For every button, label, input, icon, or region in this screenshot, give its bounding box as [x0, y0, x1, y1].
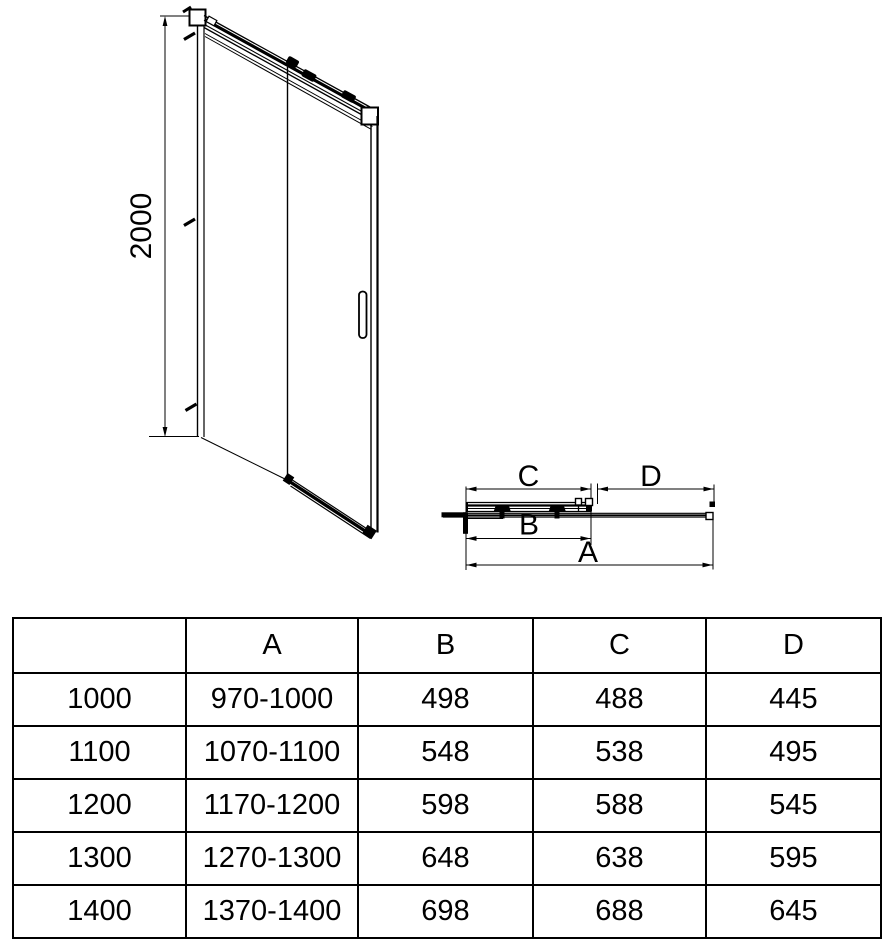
table-row — [13, 673, 881, 726]
cell-d: 445 — [706, 673, 881, 726]
dimension-a-label: A — [577, 536, 599, 569]
header-size — [13, 618, 186, 673]
header-c: C — [533, 618, 706, 673]
dimension-a — [466, 536, 713, 569]
header-a: A — [186, 618, 358, 673]
plan-roller — [549, 505, 567, 513]
cell-d: 545 — [706, 779, 881, 832]
glass-panels — [201, 67, 289, 481]
plan-bracket — [576, 499, 582, 506]
cell-c: 538 — [533, 726, 706, 779]
table-row — [13, 832, 881, 885]
dimension-c — [466, 460, 591, 493]
plan-bracket — [586, 499, 593, 506]
plan-view — [442, 460, 716, 570]
cell-c: 638 — [533, 832, 706, 885]
dimension-c-label: C — [517, 460, 540, 493]
door-handle-icon — [359, 292, 367, 339]
cell-b: 648 — [358, 832, 533, 885]
height-dimension-label: 2000 — [125, 192, 158, 260]
cell-b: 598 — [358, 779, 533, 832]
cell-a: 1070-1100 — [186, 726, 358, 779]
cell-a: 1170-1200 — [186, 779, 358, 832]
plan-door-assembly — [442, 499, 716, 534]
cell-a: 1270-1300 — [186, 832, 358, 885]
cell-d: 595 — [706, 832, 881, 885]
cell-size: 1100 — [13, 726, 186, 779]
table-row — [13, 885, 881, 938]
cell-d: 495 — [706, 726, 881, 779]
cell-size: 1400 — [13, 885, 186, 938]
cell-a: 1370-1400 — [186, 885, 358, 938]
plan-end-cap — [706, 513, 713, 520]
cell-size: 1000 — [13, 673, 186, 726]
bottom-rail — [283, 473, 377, 539]
table-header-row — [13, 618, 881, 673]
cell-b: 548 — [358, 726, 533, 779]
cell-c: 588 — [533, 779, 706, 832]
wall-bracket-tab — [184, 219, 195, 226]
cell-size: 1200 — [13, 779, 186, 832]
header-d: D — [706, 618, 881, 673]
front-view — [125, 7, 378, 539]
dimension-d-label: D — [640, 460, 662, 493]
cell-size: 1300 — [13, 832, 186, 885]
cell-d: 645 — [706, 885, 881, 938]
cell-a: 970-1000 — [186, 673, 358, 726]
cell-b: 498 — [358, 673, 533, 726]
top-rail — [204, 16, 375, 130]
fixed-panel-bottom-edge — [201, 438, 289, 482]
dimension-b-label: B — [518, 508, 540, 542]
plan-wall-profile — [463, 512, 468, 534]
plan-roller — [494, 505, 512, 513]
header-b: B — [358, 618, 533, 673]
size-spec-table — [12, 617, 882, 939]
cell-c: 488 — [533, 673, 706, 726]
table-row — [13, 779, 881, 832]
cell-b: 698 — [358, 885, 533, 938]
table-row — [13, 726, 881, 779]
cell-c: 688 — [533, 885, 706, 938]
height-dimension — [125, 16, 199, 437]
wall-bracket-tab — [186, 404, 197, 411]
left-wall-profile — [183, 7, 206, 437]
wall-bracket-tab — [184, 33, 195, 40]
dimension-d — [598, 460, 714, 493]
